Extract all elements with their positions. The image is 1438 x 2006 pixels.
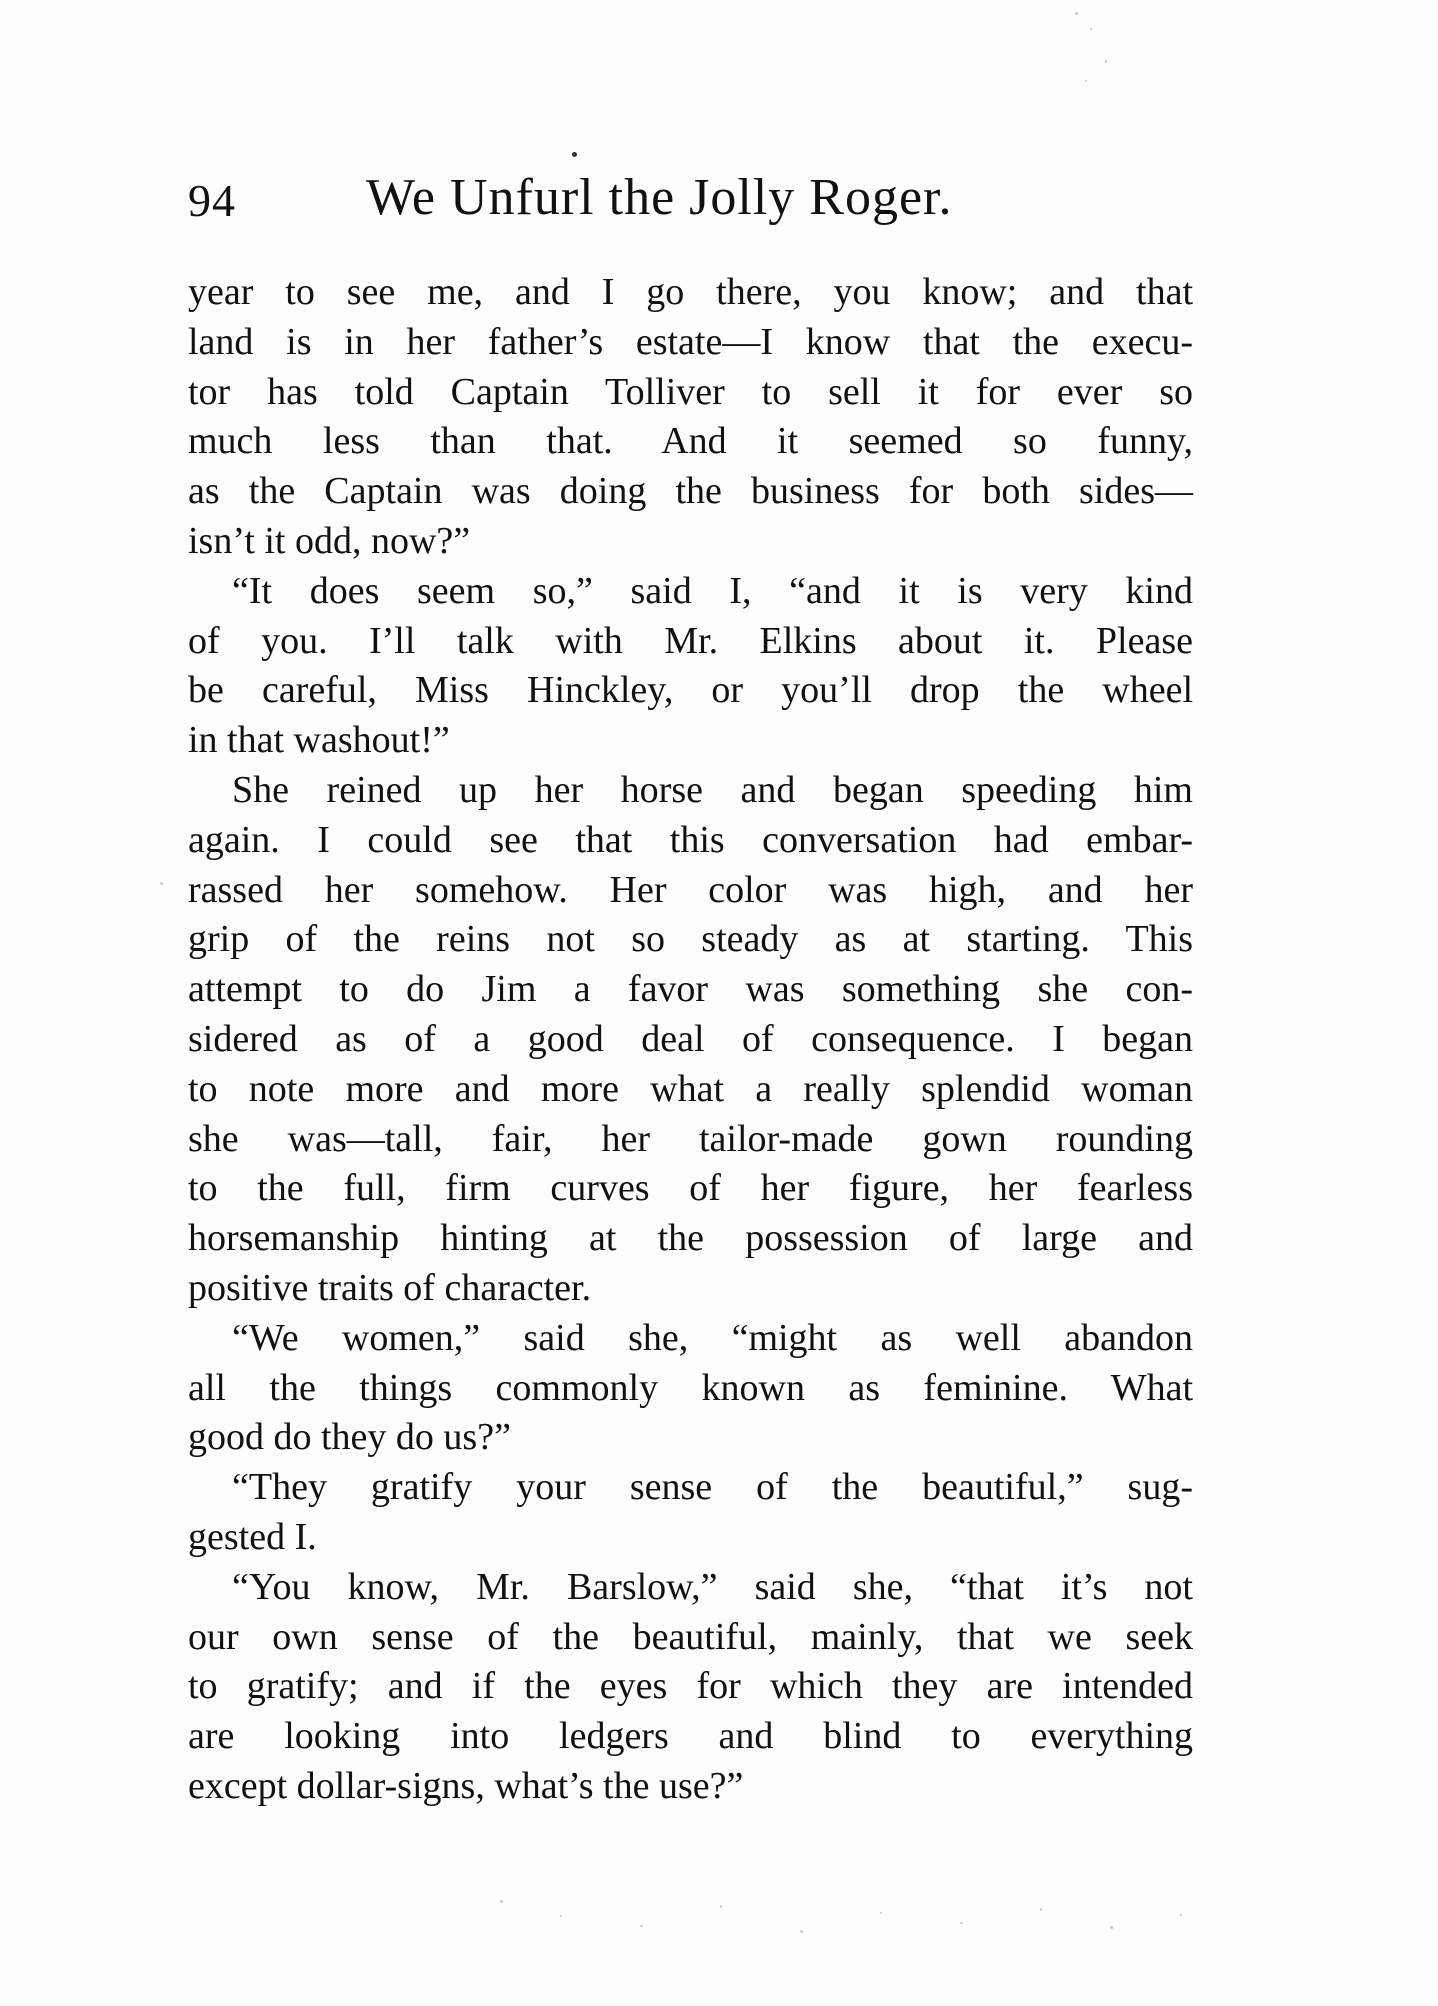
text-line: sidered as of a good deal of consequence. I began <box>188 1017 1193 1060</box>
scan-speck <box>160 882 163 885</box>
text-line: good do they do us?” <box>188 1416 511 1459</box>
text-line: our own sense of the beautiful, mainly, that we seek <box>188 1615 1193 1658</box>
text-line: “It does seem so,” said I, “and it is very kind <box>232 569 1193 612</box>
scan-speck <box>1105 60 1107 63</box>
text-line: grip of the reins not so steady as at starting. This <box>188 918 1193 961</box>
text-line: year to see me, and I go there, you know; and that <box>188 271 1193 313</box>
text-line: “We women,” said she, “might as well abandon <box>232 1316 1193 1359</box>
text-line: are looking into ledgers and blind to everything <box>188 1715 1193 1758</box>
scan-speck <box>572 152 577 157</box>
text-line: of you. I’ll talk with Mr. Elkins about it. Please <box>188 619 1193 662</box>
text-line: to gratify; and if the eyes for which they are intended <box>188 1665 1193 1708</box>
scan-speck <box>1040 1908 1042 1911</box>
scan-speck <box>1110 1926 1113 1929</box>
scan-speck <box>880 1912 882 1914</box>
text-line: land is in her father’s estate—I know that the execu- <box>188 320 1193 363</box>
text-line: again. I could see that this conversation had embar- <box>188 818 1193 861</box>
text-line: She reined up her horse and began speeding him <box>232 768 1193 811</box>
text-line: except dollar-signs, what’s the use?” <box>188 1764 744 1807</box>
text-line: she was—tall, fair, her tailor-made gown rounding <box>188 1117 1193 1160</box>
text-line: attempt to do Jim a favor was something she con- <box>188 968 1193 1011</box>
scan-speck <box>1075 12 1078 15</box>
text-line: “They gratify your sense of the beautiful,” sug- <box>232 1466 1193 1509</box>
text-line: gested I. <box>188 1515 317 1558</box>
scan-speck <box>720 1905 722 1908</box>
text-line: all the things commonly known as feminine. What <box>188 1366 1193 1409</box>
text-line: to note more and more what a really splendid woman <box>188 1067 1193 1110</box>
text-line: as the Captain was doing the business for both sides— <box>188 470 1193 513</box>
page-header <box>188 168 1193 238</box>
scan-speck <box>1180 1914 1182 1916</box>
scan-speck <box>1085 80 1087 82</box>
text-line: horsemanship hinting at the possession of large and <box>188 1217 1193 1260</box>
scan-speck <box>640 1925 643 1927</box>
scan-speck <box>800 1930 803 1933</box>
running-title: We Unfurl the Jolly Roger. <box>366 169 953 226</box>
text-line: rassed her somehow. Her color was high, and her <box>188 868 1193 911</box>
body-text <box>188 268 1193 1812</box>
scan-speck <box>960 1922 963 1924</box>
text-line: positive traits of character. <box>188 1266 592 1309</box>
text-line: much less than that. And it seemed so funny, <box>188 420 1193 463</box>
text-line: tor has told Captain Tolliver to sell it for ever so <box>188 370 1193 413</box>
page-number: 94 <box>188 175 236 226</box>
scan-speck <box>560 1915 562 1917</box>
text-line: “You know, Mr. Barslow,” said she, “that it’s not <box>232 1565 1193 1608</box>
text-line: to the full, firm curves of her figure, her fearless <box>188 1167 1193 1210</box>
scan-speck <box>1090 28 1092 30</box>
scan-speck <box>500 1900 503 1903</box>
text-line: isn’t it odd, now?” <box>188 519 471 562</box>
text-line: in that washout!” <box>188 719 450 762</box>
text-line: be careful, Miss Hinckley, or you’ll drop the wheel <box>188 669 1193 712</box>
